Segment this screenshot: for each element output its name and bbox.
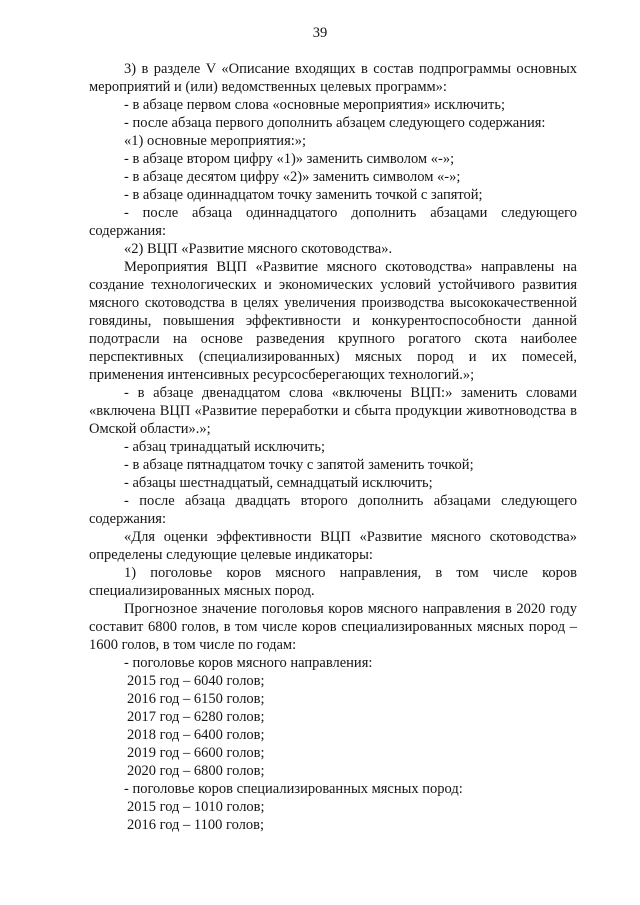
paragraph: - абзацы шестнадцатый, семнадцатый исключить; [124, 475, 433, 491]
paragraph: - после абзаца первого дополнить абзацем следующего содержания: [124, 115, 546, 131]
paragraph: - в абзаце десятом цифру «2)» заменить символом «-»; [124, 169, 461, 185]
paragraph: «2) ВЦП «Развитие мясного скотоводства». [124, 241, 393, 257]
paragraph: - в абзаце втором цифру «1)» заменить символом «-»; [124, 151, 455, 167]
document-body [89, 60, 577, 834]
paragraph: - после абзаца одиннадцатого дополнить абзацами следующего содержания: [89, 205, 577, 239]
paragraph: 3) в разделе V «Описание входящих в состав подпрограммы основных мероприятий и (или) ведомственных целевых программ»: [89, 61, 577, 95]
paragraph: 1) поголовье коров мясного направления, в том числе коров специализированных мясных пород. [89, 565, 577, 599]
year-value-line: 2015 год – 6040 голов; [127, 673, 265, 689]
page-number: 39 [312, 25, 328, 41]
year-value-line: 2015 год – 1010 голов; [127, 799, 265, 815]
paragraph: - абзац тринадцатый исключить; [124, 439, 325, 455]
year-value-line: 2017 год – 6280 голов; [127, 709, 265, 725]
paragraph: - поголовье коров мясного направления: [124, 655, 373, 671]
paragraph: - в абзаце первом слова «основные мероприятия» исключить; [124, 97, 506, 113]
paragraph: Прогнозное значение поголовья коров мясного направления в 2020 году составит 6800 голов, в том числе коров специализированных мясных пород – 1600 голов, в том числе по годам: [89, 601, 577, 653]
paragraph: - в абзаце пятнадцатом точку с запятой заменить точкой; [124, 457, 474, 473]
paragraph: - после абзаца двадцать второго дополнить абзацами следующего содержания: [89, 493, 577, 527]
year-value-line: 2019 год – 6600 голов; [127, 745, 265, 761]
paragraph: - в абзаце двенадцатом слова «включены ВЦП:» заменить словами «включена ВЦП «Развитие переработки и сбыта продукции животноводства в Омской области».»; [89, 385, 577, 437]
year-value-line: 2020 год – 6800 голов; [127, 763, 265, 779]
paragraph: - в абзаце одиннадцатом точку заменить точкой с запятой; [124, 187, 483, 203]
year-value-line: 2016 год – 1100 голов; [127, 817, 265, 833]
year-value-line: 2018 год – 6400 голов; [127, 727, 265, 743]
paragraph: Мероприятия ВЦП «Развитие мясного скотоводства» направлены на создание технологических и экономических условий устойчивого развития мясного скотоводства в целях увеличения производства высококачественной говядины, повышения эффективности и конкурентоспособности данной подотрасли на основе разведения крупного рогатого скота наиболее перспективных (специализированных) мясных пород и их помесей, применения интенсивных ресурсосберегающих технологий.»; [89, 259, 577, 383]
paragraph: «1) основные мероприятия:»; [124, 133, 307, 149]
paragraph: «Для оценки эффективности ВЦП «Развитие мясного скотоводства» определены следующие целевые индикаторы: [89, 529, 577, 563]
paragraph: - поголовье коров специализированных мясных пород: [124, 781, 463, 797]
year-value-line: 2016 год – 6150 голов; [127, 691, 265, 707]
